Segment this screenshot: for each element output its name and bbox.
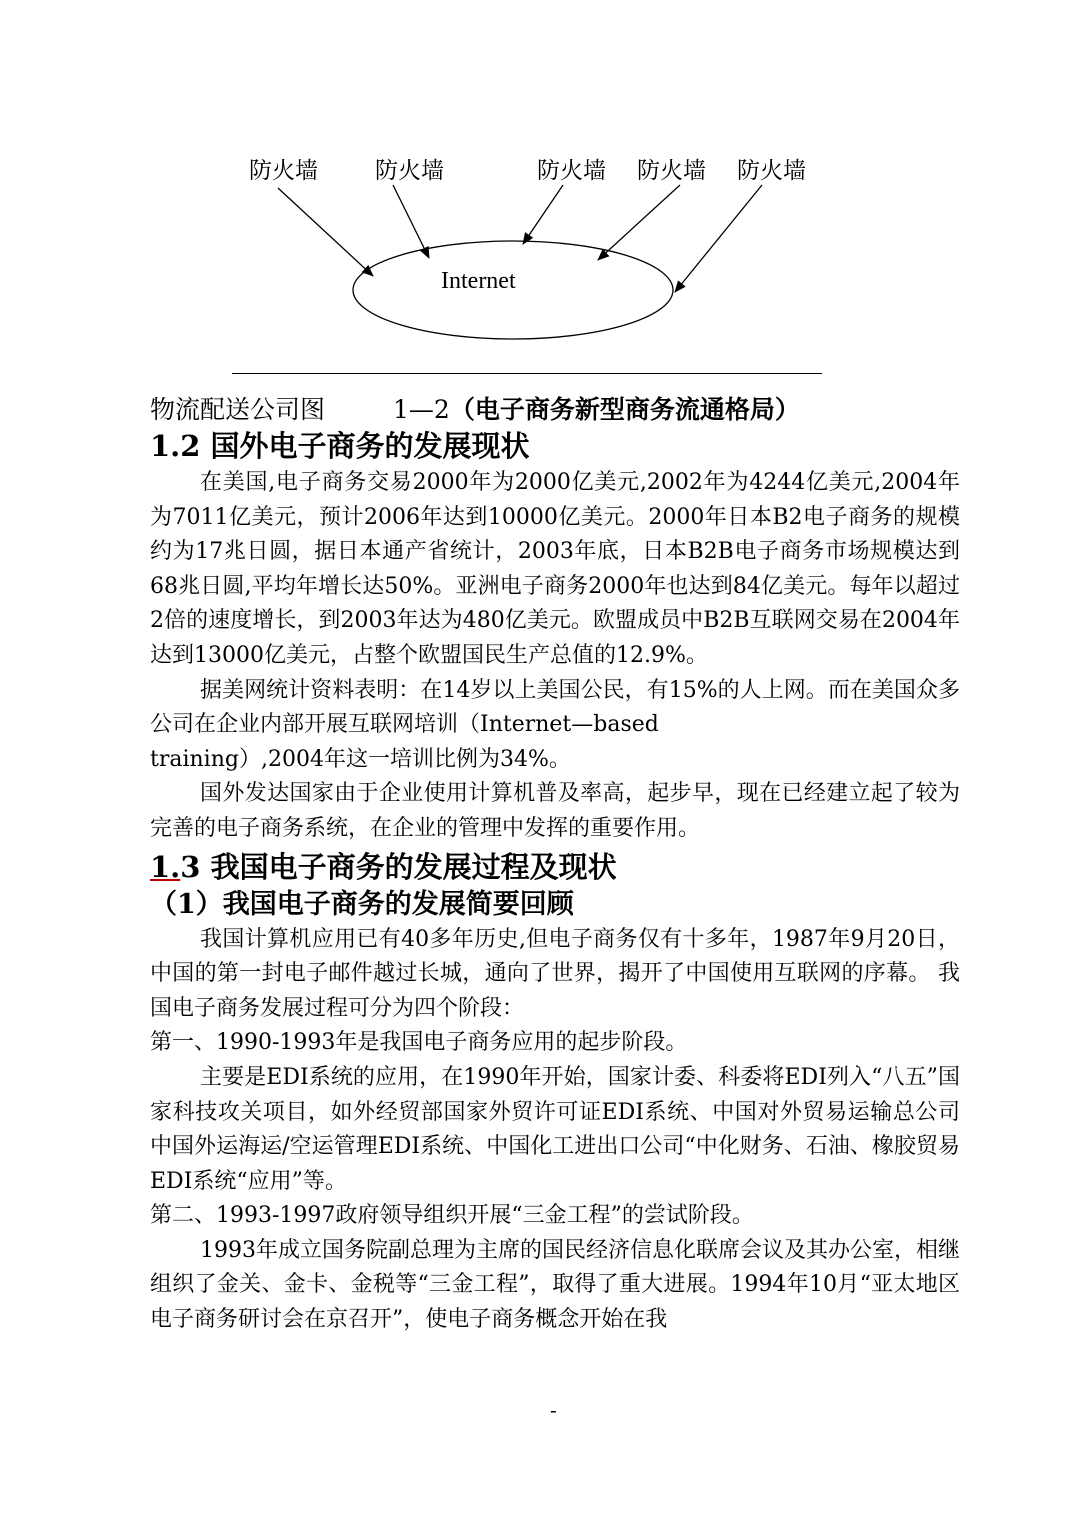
paragraph-china-history: 我国计算机应用已有40多年历史,但电子商务仅有十多年，1987年9月20日，中国的第一封电子邮件越过长城，通向了世界，揭开了中国使用互联网的序幕。 我国电子商务发展过程可分为四个阶段： <box>150 926 960 1021</box>
firewall-label-5: 防火墙 <box>737 158 806 184</box>
firewall-label-1: 防火墙 <box>249 158 318 184</box>
subheading-review: （1）我国电子商务的发展简要回顾 <box>150 888 574 920</box>
heading-1-3-text: 我国电子商务的发展过程及现状 <box>200 849 617 884</box>
stage-1-paragraph: 主要是EDI系统的应用，在1990年开始，国家计委、科委将EDI列入“八五”国家科技攻关项目，如外经贸部国家外贸许可证EDI系统、中国对外贸易运输总公司中国外运海运/空运管理EDI系统、中国化工进出口公司“中化财务、石油、橡胶贸易EDI系统“应用”等。 <box>150 1064 960 1194</box>
arrow-3 <box>523 185 563 244</box>
caption-title: （电子商务新型商务流通格局） <box>449 395 800 424</box>
separator-line <box>232 373 822 374</box>
arrow-4 <box>598 185 680 260</box>
firewall-label-4: 防火墙 <box>637 158 706 184</box>
heading-1-3-num-a: 1. <box>150 849 181 884</box>
heading-1-2: 1.2 国外电子商务的发展现状 <box>150 429 530 463</box>
arrow-5 <box>675 185 762 292</box>
stage-2-paragraph: 1993年成立国务院副总理为主席的国民经济信息化联席会议及其办公室，相继组织了金关、金卡、金税等“三金工程”，取得了重大进展。1994年10月“亚太地区电子商务研讨会在京召开”，使电子商务概念开始在我 <box>150 1237 960 1333</box>
firewall-label-3: 防火墙 <box>537 158 606 184</box>
internet-label: Internet <box>441 268 516 294</box>
document-body <box>150 426 960 1338</box>
paragraph-us-internet-b: training）,2004年这一培训比例为34%。 <box>150 746 571 772</box>
caption-prefix: 物流配送公司图 <box>150 395 326 424</box>
stage-1-title: 第一、1990-1993年是我国电子商务应用的起步阶段。 <box>150 1030 688 1056</box>
paragraph-foreign-summary: 国外发达国家由于企业使用计算机普及率高，起步早，现在已经建立起了较为完善的电子商务系统，在企业的管理中发挥的重要作用。 <box>150 781 960 841</box>
heading-1-3 <box>150 847 960 887</box>
arrow-1 <box>278 188 373 276</box>
paragraph-us-stats: 在美国,电子商务交易2000年为2000亿美元,2002年为4244亿美元,2004年为7011亿美元，预计2006年达到10000亿美元。2000年日本B2电子商务的规模约为17兆日圆，据日本通产省统计，2003年底，日本B2B电子商务市场规模达到68兆日圆,平均年增长达50%。亚洲电子商务2000年也达到84亿美元。每年以超过2倍的速度增长，到2003年达为480亿美元。欧盟成员中B2B互联网交易在2004年达到13000亿美元，占整个欧盟国民生产总值的12.9%。 <box>150 470 960 668</box>
heading-1-3-num-b: 3 <box>180 849 201 884</box>
page-footer: - <box>550 1398 557 1422</box>
caption-figure-number: 1—2 <box>393 395 450 424</box>
diagram-lines <box>0 0 1075 380</box>
arrow-2 <box>393 185 429 258</box>
figure-caption <box>150 390 800 426</box>
network-diagram <box>0 0 1075 380</box>
firewall-label-2: 防火墙 <box>375 158 444 184</box>
paragraph-us-internet-a: 据美网统计资料表明：在14岁以上美国公民，有15%的人上网。而在美国众多公司在企业内部开展互联网培训（Internet—based <box>150 677 960 738</box>
stage-2-title: 第二、1993-1997政府领导组织开展“三金工程”的尝试阶段。 <box>150 1203 754 1229</box>
